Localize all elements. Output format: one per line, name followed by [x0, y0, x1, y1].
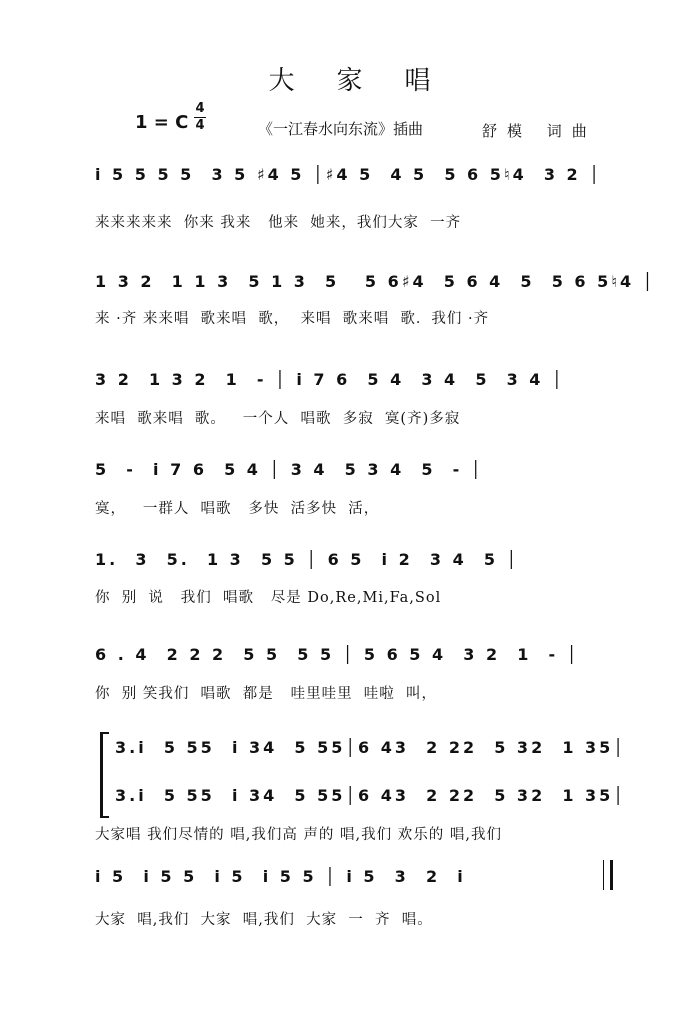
- lyrics-line-3: 来唱 歌来唱 歌。 一个人 唱歌 多寂 寞(齐)多寂: [95, 411, 461, 427]
- lyrics-line-4: 寞， 一群人 唱歌 多快 活多快 活，: [95, 501, 380, 517]
- system-brace: [100, 732, 109, 818]
- notation-line-7a: 3.i 5 55 i 34 5 55│6 43 2 22 5 32 1 35│: [115, 738, 626, 757]
- notation-line-2: 1 3 2 1 1 3 5 1 3 5 5 6♯4 5 6 4 5 5 6 5♮4 │: [95, 272, 656, 291]
- lyrics-line-5: 你 别 说 我们 唱歌 尽是 Do,Re,Mi,Fa,Sol: [95, 590, 442, 606]
- time-signature-bottom: 4: [195, 118, 205, 133]
- notation-line-3: 3 2 1 3 2 1 - │ i 7 6 5 4 3 4 5 3 4 │: [95, 370, 565, 389]
- notation-line-6: 6 . 4 2 2 2 5 5 5 5 │ 5 6 5 4 3 2 1 - │: [95, 645, 580, 664]
- time-signature-top: 4: [195, 101, 205, 116]
- song-author: 舒模 词曲: [482, 122, 597, 140]
- notation-line-1: i 5 5 5 5 3 5 ♯4 5 │♯4 5 4 5 5 6 5♮4 3 2 │: [95, 165, 602, 184]
- song-title: 大家唱: [268, 66, 473, 96]
- notation-line-7b: 3.i 5 55 i 34 5 55│6 43 2 22 5 32 1 35│: [115, 786, 626, 805]
- lyrics-line-1: 来来来来来 你来 我来 他来 她来，我们大家 一齐: [95, 215, 462, 231]
- lyrics-line-2: 来 ·齐 来来唱 歌来唱 歌， 来唱 歌来唱 歌．我们 ·齐: [95, 311, 490, 327]
- song-source: 《一江春水向东流》插曲: [258, 120, 424, 138]
- notation-line-4: 5 - i 7 6 5 4 │ 3 4 5 3 4 5 - │: [95, 460, 484, 479]
- lyrics-line-7: 大家唱 我们尽情的 唱,我们高 声的 唱,我们 欢乐的 唱,我们: [95, 827, 502, 843]
- key-signature: 1 = C: [135, 112, 189, 133]
- notation-line-5: 1. 3 5. 1 3 5 5 │ 6 5 i 2 3 4 5 │: [95, 550, 520, 569]
- lyrics-line-6: 你 别 笑我们 唱歌 都是 哇里哇里 哇啦 叫，: [95, 686, 438, 702]
- lyrics-line-8: 大家 唱,我们 大家 唱,我们 大家 一 齐 唱。: [95, 912, 433, 928]
- time-signature: [194, 102, 206, 133]
- final-barline: [603, 860, 613, 890]
- notation-line-8: i 5 i 5 5 i 5 i 5 5 │ i 5 3 2 i: [95, 867, 466, 886]
